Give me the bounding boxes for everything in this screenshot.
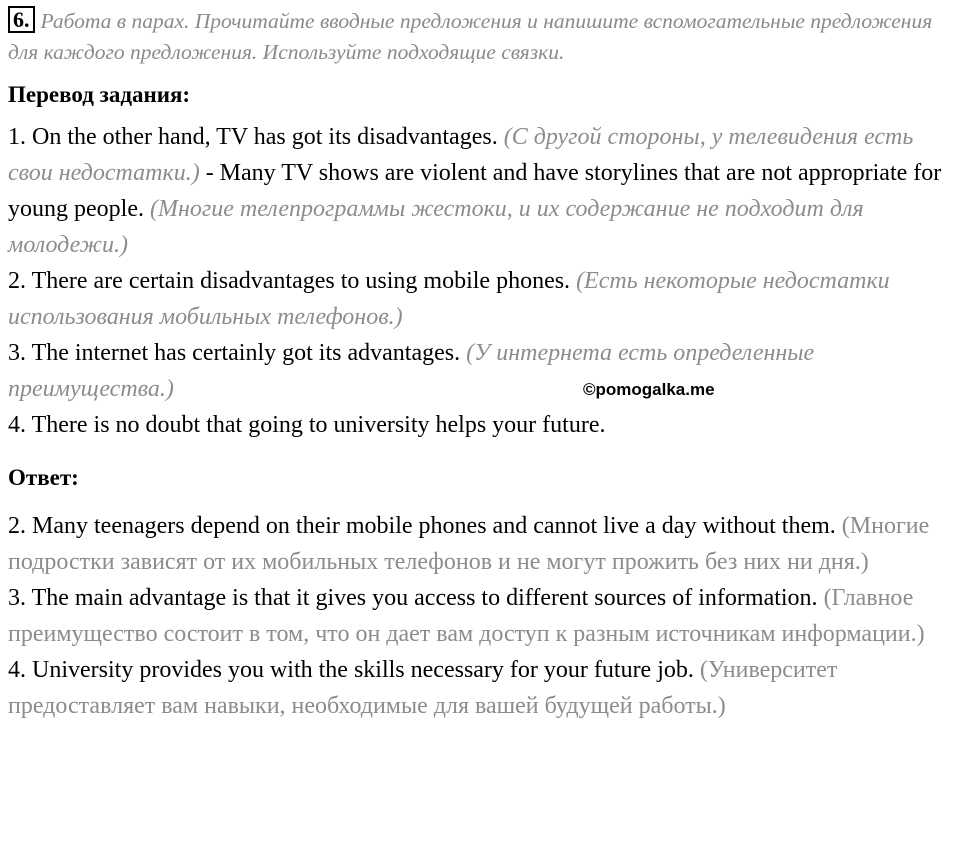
item-text: 2. There are certain disadvantages to using mobile phones.	[8, 268, 571, 294]
task-number: 6.	[8, 6, 35, 33]
watermark: ©pomogalka.me	[583, 380, 715, 399]
item-text: 3. The main advantage is that it gives you access to different sources of information.	[8, 585, 818, 611]
item-text: 2. Many teenagers depend on their mobile phones and cannot live a day without them.	[8, 513, 836, 539]
translation-heading: Перевод задания:	[8, 82, 191, 107]
translation-list	[8, 119, 954, 443]
item-translation: (У интернета есть определенные преимущества.)	[8, 340, 815, 402]
answer-item-2	[8, 508, 954, 580]
translation-item-3	[8, 335, 954, 407]
item-translation: (Есть некоторые недостатки использования мобильных телефонов.)	[8, 268, 890, 330]
item-support: - Many TV shows are violent and have storylines that are not appropriate for young people.	[8, 160, 942, 222]
answer-item-4	[8, 652, 954, 724]
item-support-translation: (Многие телепрограммы жестоки, и их содержание не подходит для молодежи.)	[8, 196, 864, 258]
item-translation: (С другой стороны, у телевидения есть свои недостатки.)	[8, 124, 914, 186]
item-text: 4. University provides you with the skills necessary for your future job.	[8, 657, 694, 683]
item-translation: (Главное преимущество состоит в том, что он дает вам доступ к разным источникам информации.)	[8, 585, 925, 647]
answer-item-3	[8, 580, 954, 652]
task-instruction: Работа в парах. Прочитайте вводные предложения и напишите вспомогательные предложения для каждого предложения. Используйте подходящие связки.	[8, 9, 933, 64]
answer-list	[8, 508, 954, 724]
item-text: 4. There is no doubt that going to university helps your future.	[8, 412, 606, 438]
item-translation: (Многие подростки зависят от их мобильных телефонов и не могут прожить без них ни дня.)	[8, 513, 930, 575]
item-translation: (Университет предоставляет вам навыки, необходимые для вашей будущей работы.)	[8, 657, 838, 719]
translation-item-2	[8, 263, 954, 335]
answer-heading: Ответ:	[8, 465, 79, 490]
document-page	[8, 6, 954, 724]
translation-item-1	[8, 119, 954, 263]
translation-item-4	[8, 407, 954, 443]
task-header	[8, 6, 954, 68]
item-text: 1. On the other hand, TV has got its disadvantages.	[8, 124, 498, 150]
item-text: 3. The internet has certainly got its advantages.	[8, 340, 461, 366]
